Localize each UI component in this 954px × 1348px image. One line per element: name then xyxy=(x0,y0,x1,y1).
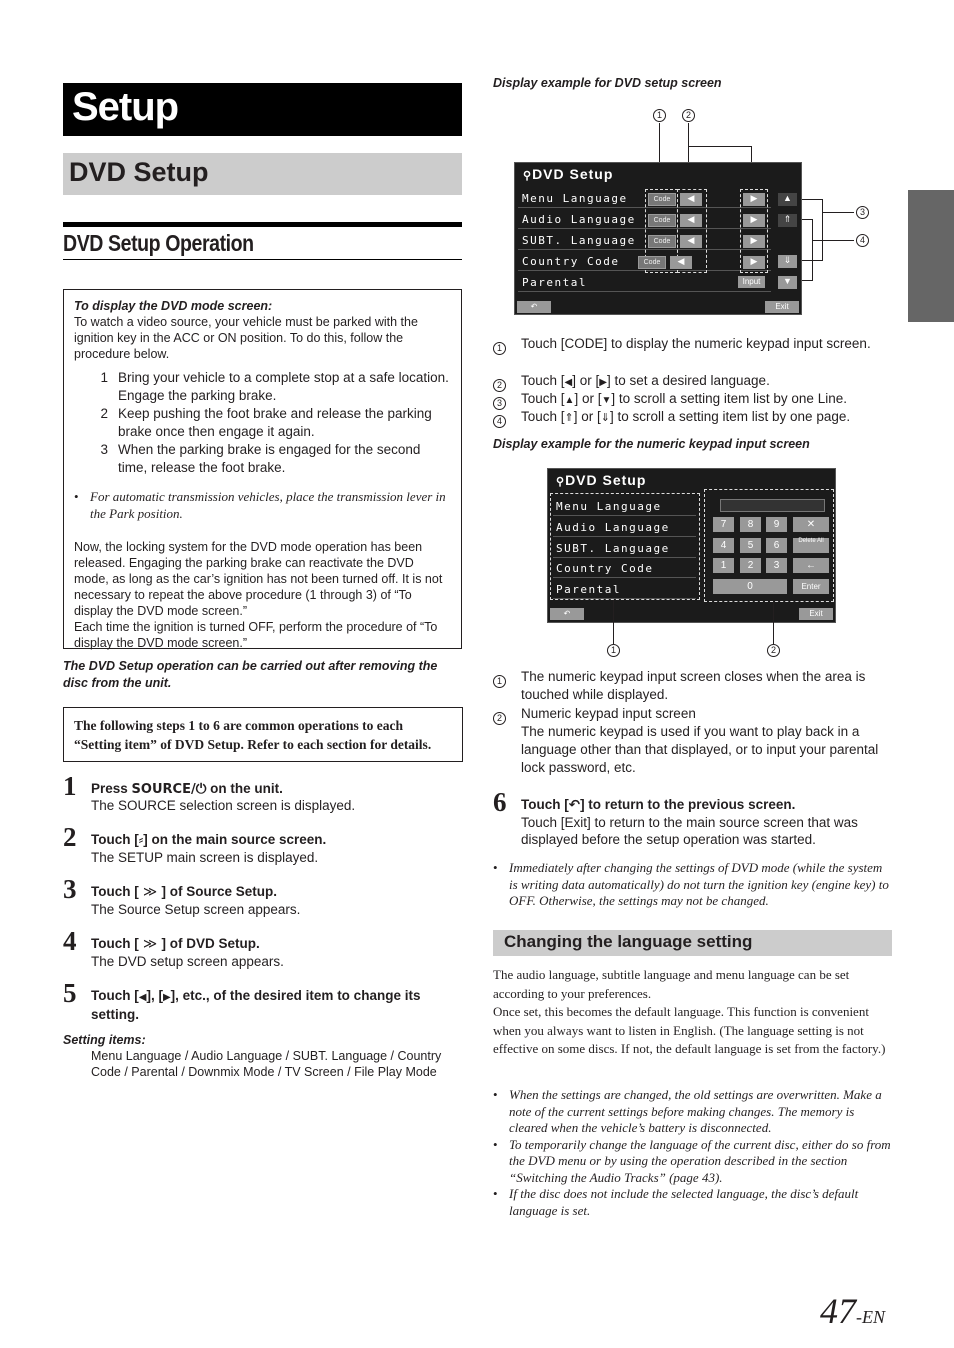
exit-button[interactable]: Exit xyxy=(765,301,799,313)
page-up-icon: ⇑ xyxy=(564,411,574,424)
procedure-step xyxy=(74,405,451,440)
row-label: Country Code xyxy=(556,562,654,575)
change-language-heading: Changing the language setting xyxy=(493,930,892,956)
key-3[interactable]: 3 xyxy=(766,558,787,573)
step-text: When the parking brake is engaged for the second time, release the foot brake. xyxy=(118,442,421,475)
caption-keypad: Display example for the numeric keypad input screen xyxy=(493,437,810,451)
key-0[interactable]: 0 xyxy=(713,579,787,594)
callout-line xyxy=(773,602,774,644)
bullet-text: When the settings are changed, the old settings are overwritten. Make a note of the current settings before making changes. The memory is cleared when the vehicle’s battery is disconnected. xyxy=(509,1087,882,1135)
page-suffix: -EN xyxy=(856,1307,885,1327)
callout-desc xyxy=(493,705,893,777)
key-5[interactable]: 5 xyxy=(740,538,761,553)
step-heading-text: Touch [ xyxy=(91,884,139,899)
left-arrow-icon: ◀ xyxy=(564,377,573,388)
removal-note: The DVD Setup operation can be carried out after removing the disc from the unit. xyxy=(63,659,438,690)
step-number: 6 xyxy=(493,787,507,817)
bullet-note: • Immediately after changing the settings of DVD mode (while the system is writing data automatically) do not turn the ignition key (engine key) to OFF. Otherwise, the settings may not be changed. xyxy=(493,860,893,910)
callout-4: 4 xyxy=(856,234,869,247)
key-2[interactable]: 2 xyxy=(740,558,761,573)
right-arrow-icon: ▶ xyxy=(162,992,171,1003)
desc-text: The numeric keypad input screen closes when the area is touched while displayed. xyxy=(521,669,866,702)
callout-number: 3 xyxy=(493,397,506,410)
step-heading-text: Touch [ xyxy=(91,936,139,951)
desc-text: ] to set a desired language. xyxy=(606,373,770,388)
step-heading xyxy=(91,987,463,1023)
box-intro: To watch a video source, your vehicle must be parked with the ignition key in the ACC or ON position. To do this, follow the procedure below. xyxy=(74,315,418,361)
step-heading-text: ] of DVD Setup. xyxy=(161,936,260,951)
callout-line xyxy=(822,212,854,213)
operation-heading-text: DVD Setup Operation xyxy=(63,230,254,256)
right-arrow-button[interactable]: ▶ xyxy=(743,256,765,269)
desc-text: to display the numeric keypad input screen. xyxy=(607,336,871,351)
callout-number: 2 xyxy=(493,379,506,392)
desc-text: ] to scroll a setting item list by one Line. xyxy=(611,391,847,406)
input-button[interactable]: Input xyxy=(738,276,765,288)
row-label: Parental xyxy=(556,583,621,596)
section-tab xyxy=(908,190,954,322)
step-number: 1 xyxy=(100,370,108,385)
step-sub xyxy=(521,814,893,848)
left-arrow-button[interactable]: ◀ xyxy=(680,214,702,227)
left-arrow-button[interactable]: ◀ xyxy=(680,193,702,206)
key-8[interactable]: 8 xyxy=(740,517,761,532)
disc-icon: ⚲ xyxy=(523,170,533,182)
callout-number: 2 xyxy=(493,712,506,725)
row-label: Parental xyxy=(522,276,587,289)
left-arrow-icon: ◀ xyxy=(138,992,147,1003)
step-heading xyxy=(91,831,463,849)
row-label: SUBT. Language xyxy=(556,542,670,555)
right-arrow-button[interactable]: ▶ xyxy=(743,235,765,248)
screen-title-text: DVD Setup xyxy=(565,472,647,488)
setting-items-list: Menu Language / Audio Language / SUBT. Language / Country Code / Parental / Downmix Mode / TV Screen / File Play Mode xyxy=(91,1049,442,1079)
step-sub-text: Touch xyxy=(521,815,561,830)
double-chevron-icon: ≫ xyxy=(138,884,162,900)
common-steps-box: The following steps 1 to 6 are common operations to each “Setting item” of DVD Setup. Refer to each section for details. xyxy=(63,707,463,762)
callout-number: 1 xyxy=(493,342,506,355)
callout-line xyxy=(688,146,752,147)
desc-text: ] to scroll a setting item list by one page. xyxy=(609,409,851,424)
source-key-label: SOURCE/ xyxy=(131,782,196,797)
disc-icon: ⚲ xyxy=(556,476,566,488)
step-text: Keep pushing the foot brake and release the parking brake once then engage it again. xyxy=(118,406,432,439)
step-number: 3 xyxy=(63,874,77,904)
scroll-down-page-button[interactable]: ⇓ xyxy=(778,255,797,268)
desc-text: Touch xyxy=(521,336,561,351)
code-button[interactable]: Code xyxy=(638,256,666,269)
right-arrow-button[interactable]: ▶ xyxy=(743,193,765,206)
setting-row-menu-language xyxy=(553,496,696,516)
page-number xyxy=(820,1290,885,1332)
section-title: DVD Setup xyxy=(63,153,462,195)
screen-title xyxy=(523,166,613,182)
callout-1: 1 xyxy=(653,109,666,122)
step-number: 1 xyxy=(63,771,77,801)
bullet-note: • To temporarily change the language of the current disc, either do so from the DVD menu or by using the operation described in the section “Switching the Audio Tracks” (page 43). xyxy=(493,1137,893,1187)
key-6[interactable]: 6 xyxy=(766,538,787,553)
operation-heading xyxy=(63,222,462,260)
step-number: 2 xyxy=(100,406,108,421)
step-heading xyxy=(91,780,463,798)
return-button[interactable]: ↶ xyxy=(517,301,551,313)
bullet-note: • For automatic transmission vehicles, place the transmission lever in the Park position. xyxy=(74,488,451,522)
desc-text: ] or [ xyxy=(573,409,601,424)
power-icon: ⏻ xyxy=(195,781,207,797)
callout-2: 2 xyxy=(767,644,780,657)
keypad-screen xyxy=(547,468,836,623)
step-heading-text: ] of Source Setup. xyxy=(161,884,277,899)
callout-desc xyxy=(493,335,893,356)
bullet-text: For automatic transmission vehicles, place the transmission lever in the Park position. xyxy=(90,489,446,521)
step-heading-text: on the unit. xyxy=(206,781,283,796)
callout-line xyxy=(613,600,614,644)
key-9[interactable]: 9 xyxy=(766,517,787,532)
screen-title xyxy=(556,472,646,488)
callout-desc xyxy=(493,668,893,704)
right-arrow-button[interactable]: ▶ xyxy=(743,214,765,227)
setting-row-country-code xyxy=(553,558,696,578)
callout-number: 4 xyxy=(493,415,506,428)
step-sub: The SETUP main screen is displayed. xyxy=(91,850,319,865)
step-heading-text: ] to return to the previous screen. xyxy=(580,797,796,812)
callout-line xyxy=(822,199,823,261)
step-number: 4 xyxy=(63,926,77,956)
setup-wrench-icon: ⸗ xyxy=(138,832,144,848)
bullet-text: To temporarily change the language of the current disc, either do so from the DVD menu or by using the operation described in the section “Switching the Audio Tracks” (page 43). xyxy=(509,1136,891,1185)
scroll-down-line-button[interactable]: ▼ xyxy=(778,276,797,289)
desc-text: The numeric keypad is used if you want to play back in a language other than that displayed, or to input your parental lock password, etc. xyxy=(521,724,879,775)
desc-text: Numeric keypad input screen xyxy=(521,706,696,721)
step-text: Bring your vehicle to a complete stop at a safe location. Engage the parking brake. xyxy=(118,370,449,403)
desc-text: Touch [ xyxy=(521,391,565,406)
step-heading xyxy=(91,883,463,901)
box-heading: To display the DVD mode screen: xyxy=(74,299,273,313)
setting-items-label: Setting items: xyxy=(63,1033,146,1047)
callout-2: 2 xyxy=(682,109,695,122)
callout-number: 1 xyxy=(493,675,506,688)
code-button[interactable]: Code xyxy=(648,214,676,227)
row-label: SUBT. Language xyxy=(522,234,636,247)
callout-line xyxy=(688,123,689,147)
bullet-text: If the disc does not include the selected language, the disc’s default language is set. xyxy=(509,1186,859,1218)
key-4[interactable]: 4 xyxy=(713,538,734,553)
step-heading-text: Press xyxy=(91,781,132,796)
step-heading-text: ], [ xyxy=(146,988,163,1003)
scroll-up-line-button[interactable]: ▲ xyxy=(778,193,797,206)
left-arrow-button[interactable]: ◀ xyxy=(680,235,702,248)
left-arrow-button[interactable]: ◀ xyxy=(670,256,692,269)
step-heading xyxy=(521,796,893,814)
step-heading-text: ] on the main source screen. xyxy=(143,832,327,847)
callout-desc xyxy=(493,408,893,429)
code-button[interactable]: Code xyxy=(648,235,676,248)
page-down-icon: ⇓ xyxy=(600,411,610,424)
callout-line xyxy=(812,219,813,281)
row-label: Menu Language xyxy=(556,500,662,513)
procedure-list xyxy=(74,369,451,476)
dvd-mode-info-box xyxy=(63,289,462,649)
return-icon: ↶ xyxy=(568,797,581,813)
backspace-key[interactable]: ← xyxy=(793,558,829,573)
procedure-step xyxy=(74,441,451,476)
bullet-text: Immediately after changing the settings of DVD mode (while the system is writing data automatically) do not turn the ignition key (engine key) to OFF. Otherwise, the settings may not be changed. xyxy=(509,860,889,908)
step-number: 3 xyxy=(100,442,108,457)
caption-dvd-setup: Display example for DVD setup screen xyxy=(493,76,722,90)
double-chevron-icon: ≫ xyxy=(138,936,162,952)
page-title: Setup xyxy=(63,83,462,136)
step-sub: The Source Setup screen appears. xyxy=(91,902,301,917)
row-label: Audio Language xyxy=(556,521,670,534)
row-label: Menu Language xyxy=(522,192,628,205)
bullet-note: • When the settings are changed, the old settings are overwritten. Make a note of the current settings before making changes. The memory is cleared when the vehicle’s battery is disconnected. xyxy=(493,1087,893,1137)
up-arrow-icon: ▲ xyxy=(564,395,575,406)
screen-title-text: DVD Setup xyxy=(532,166,614,182)
procedure-step xyxy=(74,369,451,404)
step-number: 5 xyxy=(63,978,77,1008)
desc-text: Touch [ xyxy=(521,373,565,388)
keypad-display xyxy=(720,499,825,512)
change-language-body xyxy=(493,966,893,1059)
exit-button[interactable]: Exit xyxy=(799,608,833,620)
box-para: Now, the locking system for the DVD mode operation has been released. Engaging the parking brake can reactivate the DVD mode, as long as the car’s ignition has not been turned off. It is not necessary to repeat the above procedure (1 through 3) of “To display the DVD mode screen.” xyxy=(74,540,443,618)
step-number: 2 xyxy=(63,822,77,852)
step-sub: The SOURCE selection screen is displayed. xyxy=(91,798,356,813)
page-number-value: 47 xyxy=(820,1291,856,1331)
step-heading-text: Touch [ xyxy=(91,832,139,847)
step-heading xyxy=(91,935,463,953)
enter-key[interactable]: Enter xyxy=(793,579,829,594)
body-para: The audio language, subtitle language and menu language can be set according to your preferences. xyxy=(493,967,850,1001)
desc-text: ] or [ xyxy=(572,373,600,388)
callout-1: 1 xyxy=(607,644,620,657)
right-arrow-icon: ▶ xyxy=(599,377,607,388)
key-1[interactable]: 1 xyxy=(713,558,734,573)
step-heading-text: Touch [ xyxy=(91,988,139,1003)
setting-row-audio-language xyxy=(553,517,696,537)
code-button[interactable]: Code xyxy=(648,193,676,206)
body-para: Once set, this becomes the default language. This function is convenient when you always want to listen in English. (The language setting is not effective on some discs. If not, the default language is set from the factory.) xyxy=(493,1004,886,1056)
step-sub: The DVD setup screen appears. xyxy=(91,954,284,969)
setting-row-parental xyxy=(553,579,696,599)
box-para: Each time the ignition is turned OFF, perform the procedure of “To display the DVD mode screen.” xyxy=(74,620,438,650)
setting-row-parental[interactable] xyxy=(518,272,771,292)
callout-line xyxy=(812,240,854,241)
down-arrow-icon: ▼ xyxy=(601,395,612,406)
desc-text: ] or [ xyxy=(574,391,602,406)
callout-3: 3 xyxy=(856,206,869,219)
code-label: [CODE] xyxy=(560,336,608,351)
bullet-list xyxy=(493,1087,893,1219)
setting-row-subt-language xyxy=(553,538,696,558)
row-label: Country Code xyxy=(522,255,620,268)
step-sub-text: to return to the main source screen that was displayed before the setup operation was started. xyxy=(521,815,858,847)
key-7[interactable]: 7 xyxy=(713,517,734,532)
return-button[interactable]: ↶ xyxy=(550,608,584,620)
dvd-setup-screen xyxy=(514,162,802,315)
row-label: Audio Language xyxy=(522,213,636,226)
exit-label: [Exit] xyxy=(560,815,591,830)
step-heading-text: ], etc., of the desired item to change its setting. xyxy=(91,988,421,1022)
delete-all-key[interactable]: Delete All xyxy=(793,538,829,553)
bullet-note: • If the disc does not include the selected language, the disc’s default language is set. xyxy=(493,1186,893,1219)
backspace-x-key[interactable]: ✕ xyxy=(793,517,829,532)
desc-text: Touch [ xyxy=(521,409,565,424)
step-heading-text: Touch [ xyxy=(521,797,569,812)
scroll-up-page-button[interactable]: ⇑ xyxy=(778,214,797,227)
